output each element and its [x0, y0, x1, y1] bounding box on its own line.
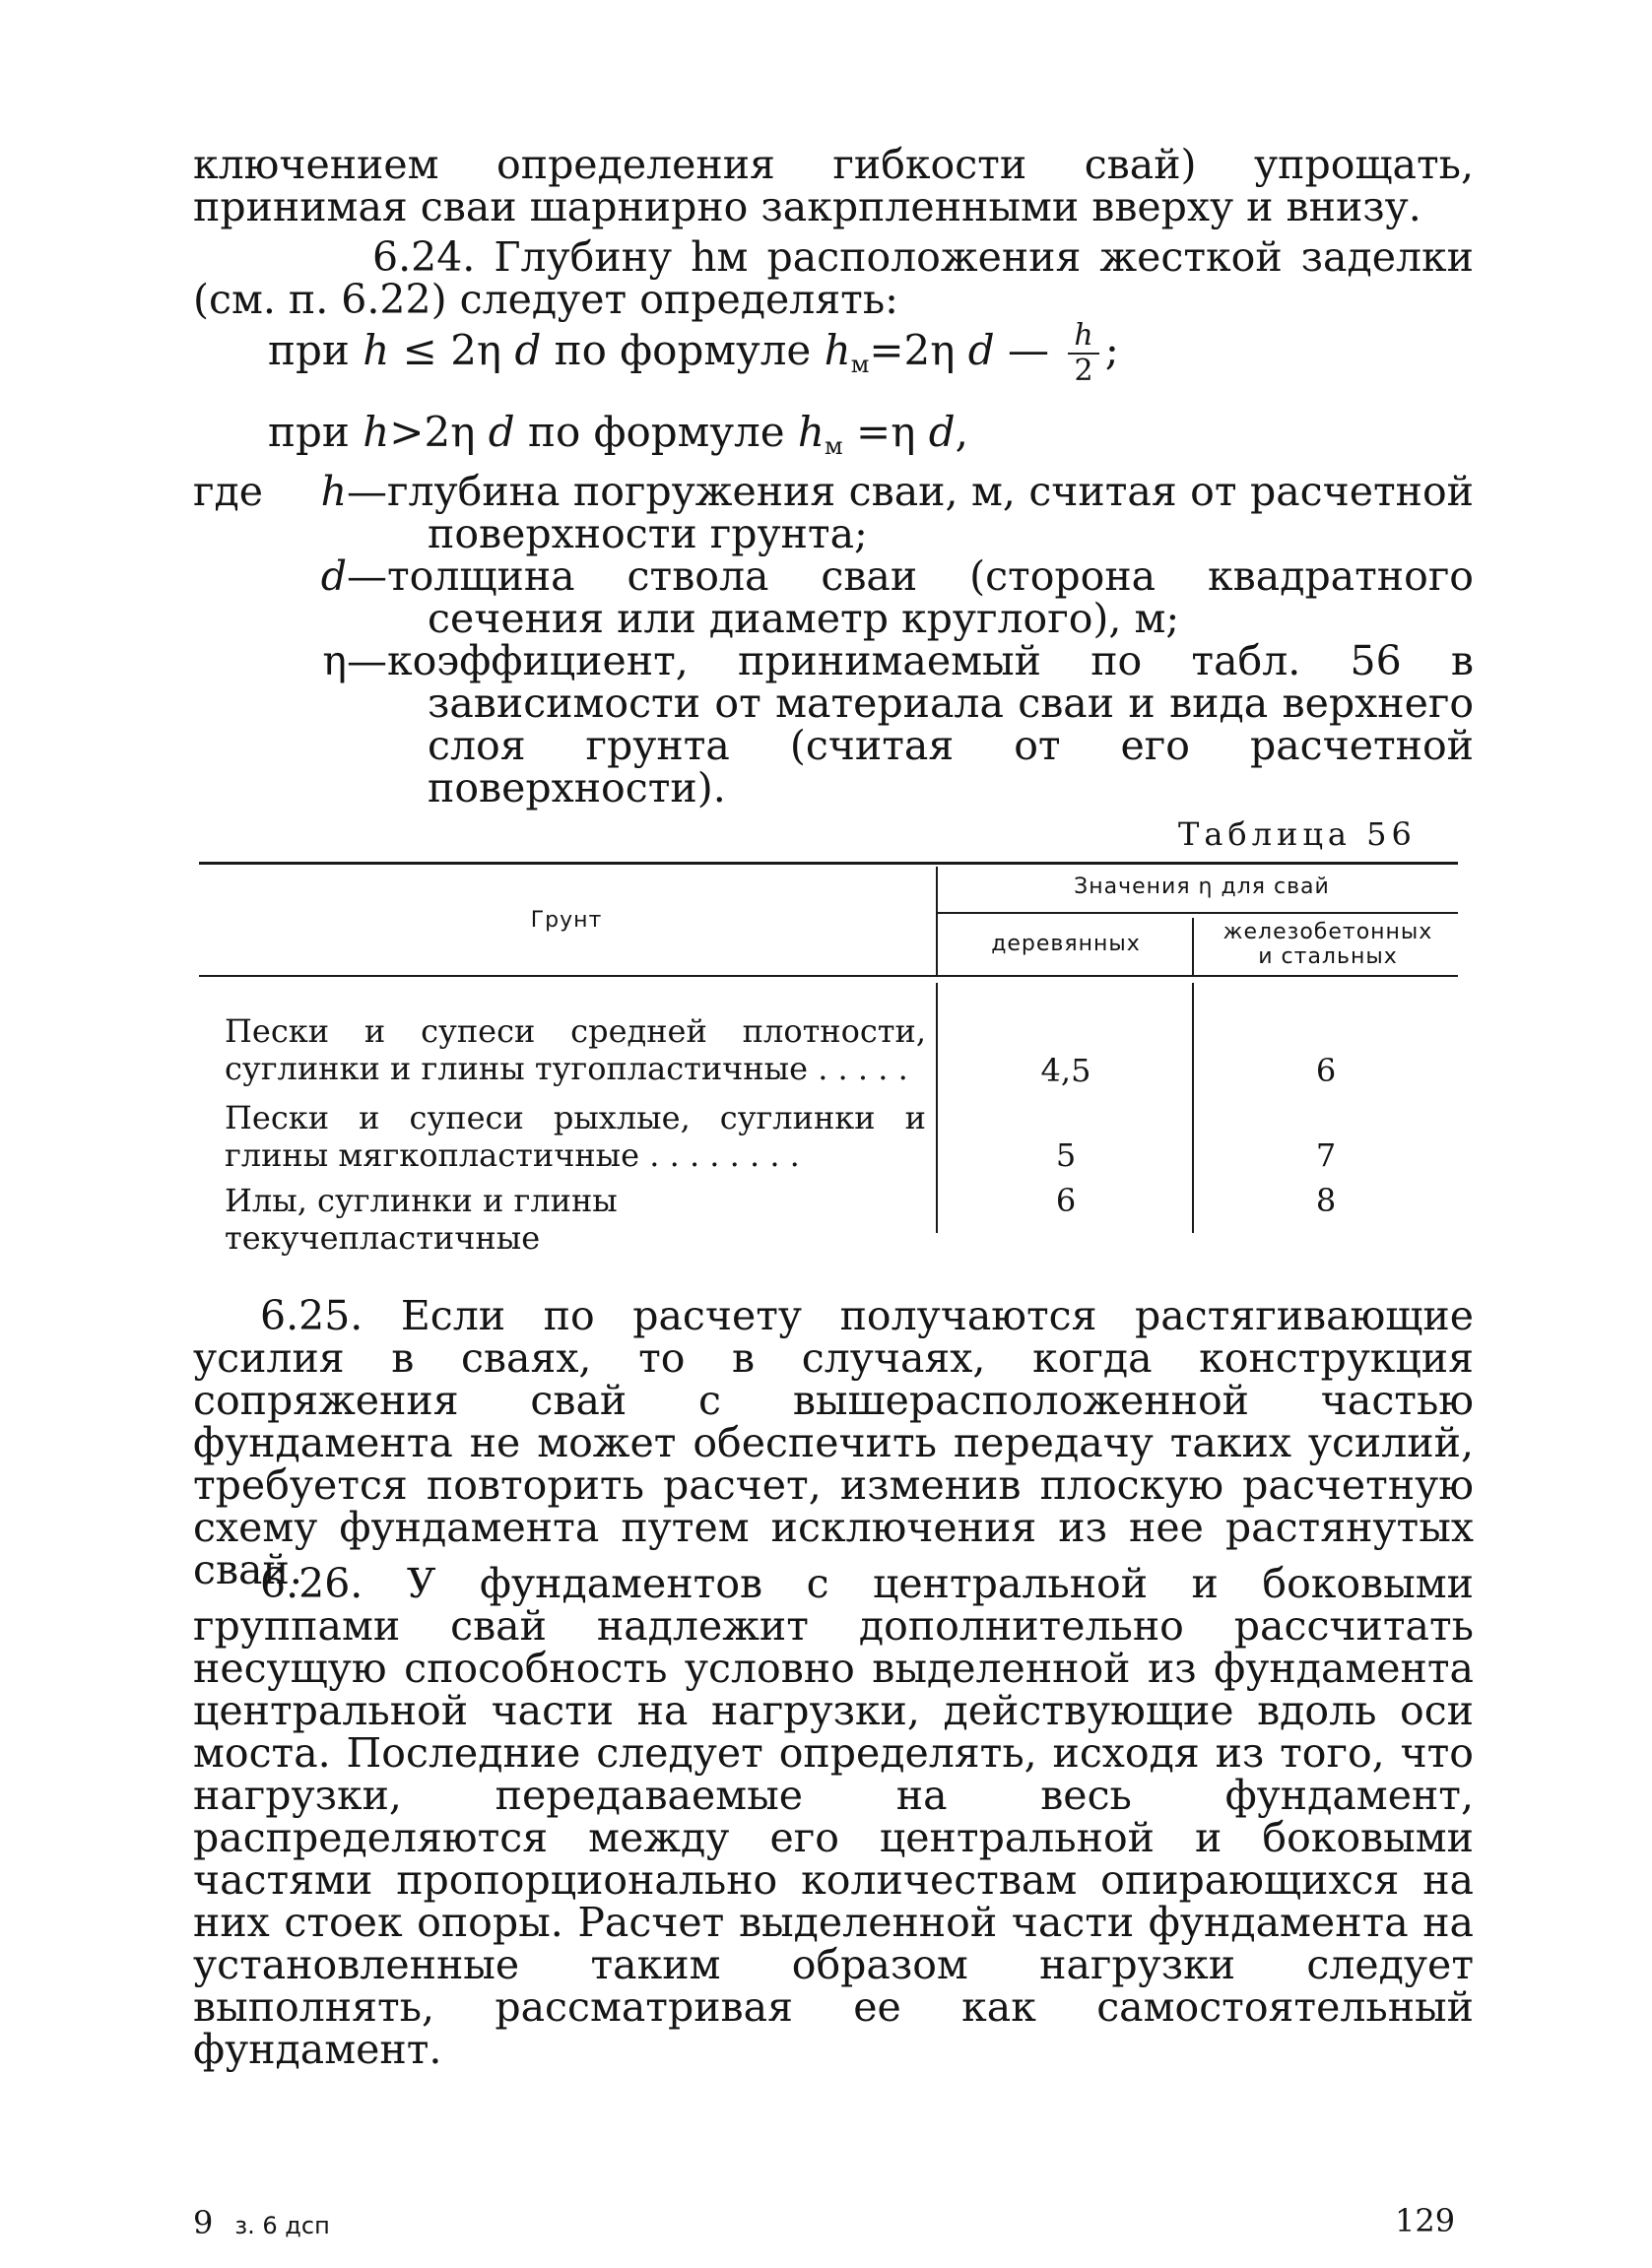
formula-1-rhs: =2η — [869, 326, 968, 374]
table-header-wood: деревянных — [991, 932, 1141, 956]
definition-h — [272, 468, 1474, 557]
formula-1-h: h — [363, 326, 390, 374]
formula-1 — [268, 318, 1119, 390]
signature-number: 9 — [193, 2204, 214, 2241]
section-6-25-paragraph: 6.25. Если по расчету получаются растягивающие усилия в сваях, то в случаях, когда конструкция сопряжения свай с вышерасположенной частью фундамента не может обеспечить передачу таких усилий, требуется повторить расчет, изменив плоскую расчетную схему фундамента путем исключения из нее растянутых свай. — [193, 1292, 1474, 1593]
table-top-rule — [199, 862, 1458, 865]
section-6-24-paragraph: 6.24. Глубину hм расположения жесткой заделки (см. п. 6.22) следует определять: — [193, 233, 1474, 323]
table-row-2-ground-text: Пески и супеси рыхлые, суглинки и глины мягкопластичные . . . . . . . . — [225, 1099, 926, 1174]
table-row-1-wood: 4,5 — [1040, 1052, 1091, 1089]
table-row-2-wood: 5 — [1055, 1136, 1077, 1174]
formula-2-rhs: =η — [842, 408, 929, 456]
definition-eta-text: —коэффициент, принимаемый по табл. 56 в зависимости от материала сваи и вида верхнего слоя грунта (считая от его расчетной поверхности). — [347, 637, 1474, 811]
table-row-1-steel: 6 — [1315, 1052, 1337, 1089]
where-lead: где — [193, 468, 263, 515]
table-row-3-ground: Илы, суглинки и глины текучепластичные — [225, 1182, 618, 1257]
formula-2-h: h — [363, 408, 390, 456]
table-vline-body-2 — [1192, 983, 1194, 1233]
formula-2-end: , — [955, 408, 968, 456]
formula-2-prefix: при — [268, 408, 363, 456]
formula-2-middle: по формуле — [514, 408, 798, 456]
table-header-steel-line1: железобетонных — [1222, 920, 1433, 944]
table-header-steel-line2: и стальных — [1258, 944, 1398, 969]
table-vline-header-1 — [936, 867, 938, 975]
formula-2-condition: >2η — [389, 408, 489, 456]
table-group-rule — [938, 912, 1458, 914]
section-6-26-paragraph: 6.26. У фундаментов с центральной и боковыми группами свай надлежит дополнительно рассчитать несущую способность условно выделенной из фундамента центральной части на нагрузки, действующие вдоль оси моста. Последние следует определять, исходя из того, что нагрузки, передаваемые на весь фундамент, распределяются между его центральной и боковыми частями пропорционально количествам опирающихся на них стоек опоры. Расчет выделенной части фундамента на установленные таким образом нагрузки следует выполнять, рассматривая ее как самостоятельный фундамент. — [193, 1560, 1474, 2073]
signature-text: з. 6 дсп — [234, 2212, 330, 2239]
formula-1-middle: по формуле — [541, 326, 825, 374]
definition-h-text: —глубина погружения сваи, м, считая от расчетной поверхности грунта; — [347, 468, 1474, 557]
formula-2-hm: h — [797, 408, 825, 456]
table-vline-header-2 — [1192, 918, 1194, 975]
fraction-denominator: 2 — [1074, 354, 1093, 388]
table-row-1-ground-text: Пески и супеси средней плотности, суглинки и глины тугопластичные . . . . . — [225, 1012, 926, 1087]
table-caption: Таблица 56 — [1178, 815, 1417, 853]
formula-1-hm: h — [824, 326, 851, 374]
formula-1-fraction — [1068, 318, 1098, 388]
table-row-1-ground — [225, 1012, 926, 1087]
table-row-3-steel: 8 — [1315, 1182, 1337, 1219]
table-row-3-wood: 6 — [1055, 1182, 1077, 1219]
formula-1-condition: ≤ 2η — [389, 326, 515, 374]
table-vline-body-1 — [936, 983, 938, 1233]
intro-paragraph: ключением определения гибкости свай) упрощать, принимая сваи шарнирно закрпленными вверху и внизу. — [193, 141, 1474, 230]
definition-d-symbol: d — [320, 552, 347, 600]
definition-d-text: —толщина ствола сваи (сторона квадратного сечения или диаметр круглого), м; — [347, 552, 1474, 642]
formula-1-minus: — — [994, 326, 1063, 374]
table-row-2-ground — [225, 1099, 926, 1174]
formula-1-d2: d — [967, 326, 995, 374]
formula-2-d2: d — [928, 408, 956, 456]
formula-1-prefix: при — [268, 326, 363, 374]
printing-signature — [193, 2204, 330, 2241]
table-header-rule — [199, 975, 1458, 977]
formula-2 — [268, 407, 968, 472]
formula-1-d: d — [514, 326, 542, 374]
formula-2-hm-subscript: м — [824, 432, 843, 460]
table-header-ground: Грунт — [530, 908, 603, 933]
definition-h-symbol: h — [320, 468, 347, 515]
formula-1-end: ; — [1104, 326, 1119, 374]
definition-d — [272, 552, 1474, 642]
table-row-2-steel: 7 — [1315, 1136, 1337, 1174]
formula-1-hm-subscript: м — [850, 351, 870, 378]
definition-eta — [272, 637, 1474, 811]
fraction-numerator: h — [1068, 321, 1098, 355]
table-header-group: Значения η для свай — [1074, 875, 1330, 899]
definition-eta-symbol: η — [322, 637, 347, 684]
formula-2-d: d — [488, 408, 515, 456]
page-number: 129 — [1395, 2202, 1456, 2239]
